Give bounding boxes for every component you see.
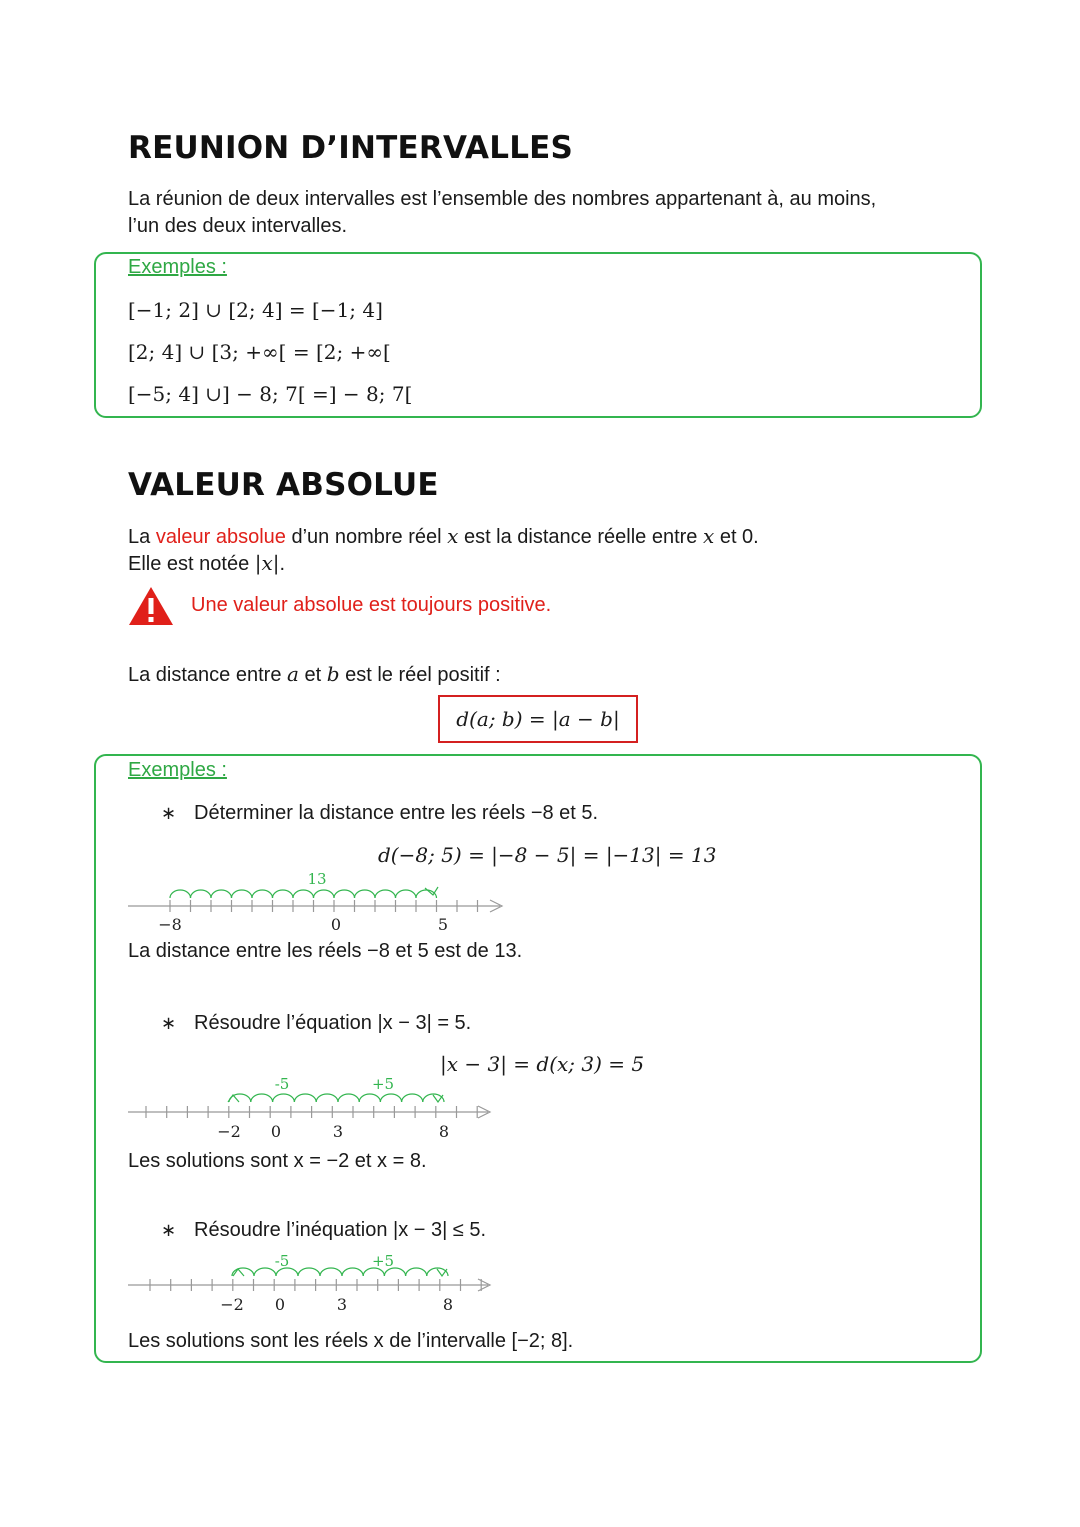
tick-label-m8: −8 — [158, 915, 182, 934]
unit-arc — [355, 890, 376, 898]
abs-definition: La valeur absolue d’un nombre réel x est la distance réelle entre x et 0. — [128, 524, 759, 548]
unit-arc — [338, 1094, 359, 1102]
tick-label-0: 0 — [330, 915, 342, 934]
bullet-2: ∗ — [161, 1013, 177, 1033]
arc-label-minus5: -5 — [274, 1252, 290, 1270]
distance-arcs-1 — [170, 890, 437, 898]
arc-label-13: 13 — [307, 870, 327, 888]
arc-label-plus5: +5 — [371, 1075, 395, 1093]
unit-arc — [293, 890, 314, 898]
reunion-example-1: [−1; 2] ∪ [2; 4] = [−1; 4] — [128, 298, 383, 322]
bullet-3: ∗ — [161, 1220, 177, 1240]
arc-label-plus5: +5 — [371, 1252, 395, 1270]
example3-prompt: Résoudre l’inéquation |x − 3| ≤ 5. — [194, 1219, 487, 1241]
unit-arc — [211, 890, 232, 898]
tick-label-m2: −2 — [217, 1122, 241, 1141]
section-title-reunion: REUNION D’INTERVALLES — [128, 130, 574, 166]
unit-arc — [380, 1094, 401, 1102]
example1-calc: d(−8; 5) = |−8 − 5| = |−13| = 13 — [378, 843, 717, 867]
example2-conclusion: Les solutions sont x = −2 et x = 8. — [128, 1150, 427, 1172]
tick-label-3: 3 — [332, 1122, 344, 1141]
tick-label-5: 5 — [437, 915, 449, 934]
unit-arc — [294, 1094, 316, 1102]
reunion-example-3: [−5; 4] ∪] − 8; 7[ =] − 8; 7[ — [128, 382, 413, 406]
reunion-examples-label: Exemples : — [128, 256, 227, 278]
unit-arc — [252, 890, 273, 898]
example3-conclusion: Les solutions sont les réels x de l’intervalle [−2; 8]. — [128, 1330, 574, 1352]
unit-arc — [342, 1268, 363, 1276]
arc-arrow-right-2 — [433, 1095, 443, 1102]
unit-arc — [406, 1268, 427, 1276]
tick-label-m2: −2 — [220, 1295, 244, 1314]
example2-prompt: Résoudre l’équation |x − 3| = 5. — [194, 1012, 472, 1034]
arc-arrow-right-3 — [437, 1269, 447, 1276]
unit-arc — [396, 890, 417, 898]
warning-icon — [127, 585, 175, 627]
tick-label-8: 8 — [442, 1295, 454, 1314]
reunion-definition-line2: l’un des deux intervalles. — [128, 215, 348, 237]
unit-arc — [402, 1094, 423, 1102]
unit-arc — [316, 1094, 338, 1102]
tick-label-8: 8 — [438, 1122, 450, 1141]
tick-label-3: 3 — [336, 1295, 348, 1314]
arcs-left-2 — [229, 1094, 338, 1102]
example2-calc: |x − 3| = d(x; 3) = 5 — [440, 1052, 645, 1076]
example1-conclusion: La distance entre les réels −8 et 5 est de 13. — [128, 940, 523, 962]
example1-prompt: Déterminer la distance entre les réels −8 et 5. — [194, 802, 599, 824]
unit-arc — [273, 890, 294, 898]
unit-arc — [273, 1094, 295, 1102]
number-line-1 — [120, 865, 520, 937]
abs-examples-label: Exemples : — [128, 759, 227, 781]
unit-arc — [314, 890, 335, 898]
arcs-right-3 — [342, 1268, 448, 1276]
unit-arc — [251, 1094, 273, 1102]
unit-arc — [375, 890, 396, 898]
bullet-1: ∗ — [161, 803, 177, 823]
tick-label-0: 0 — [274, 1295, 286, 1314]
unit-arc — [232, 890, 253, 898]
unit-arc — [298, 1268, 320, 1276]
reunion-definition-line1: La réunion de deux intervalles est l’ensemble des nombres appartenant à, au moins, — [128, 188, 877, 210]
arcs-right-2 — [338, 1094, 444, 1102]
unit-arc — [359, 1094, 380, 1102]
highlight-valeur-absolue: valeur absolue — [155, 526, 286, 548]
arc-label-minus5: -5 — [274, 1075, 290, 1093]
tick-label-0: 0 — [270, 1122, 282, 1141]
distance-formula-box: d(a; b) = |a − b| — [438, 695, 638, 743]
unit-arc — [170, 890, 191, 898]
abs-notation: Elle est notée |x|. — [128, 551, 286, 575]
section-title-valeur-absolue: VALEUR ABSOLUE — [128, 467, 439, 503]
unit-arc — [254, 1268, 276, 1276]
distance-definition: La distance entre a et b est le réel positif : — [128, 662, 501, 686]
reunion-example-2: [2; 4] ∪ [3; +∞[ = [2; +∞[ — [128, 340, 391, 364]
unit-arc — [191, 890, 212, 898]
number-line-3 — [120, 1248, 520, 1318]
warning-text: Une valeur absolue est toujours positive. — [191, 594, 552, 616]
unit-arc — [334, 890, 355, 898]
unit-arc — [320, 1268, 342, 1276]
number-line-2 — [120, 1070, 520, 1146]
